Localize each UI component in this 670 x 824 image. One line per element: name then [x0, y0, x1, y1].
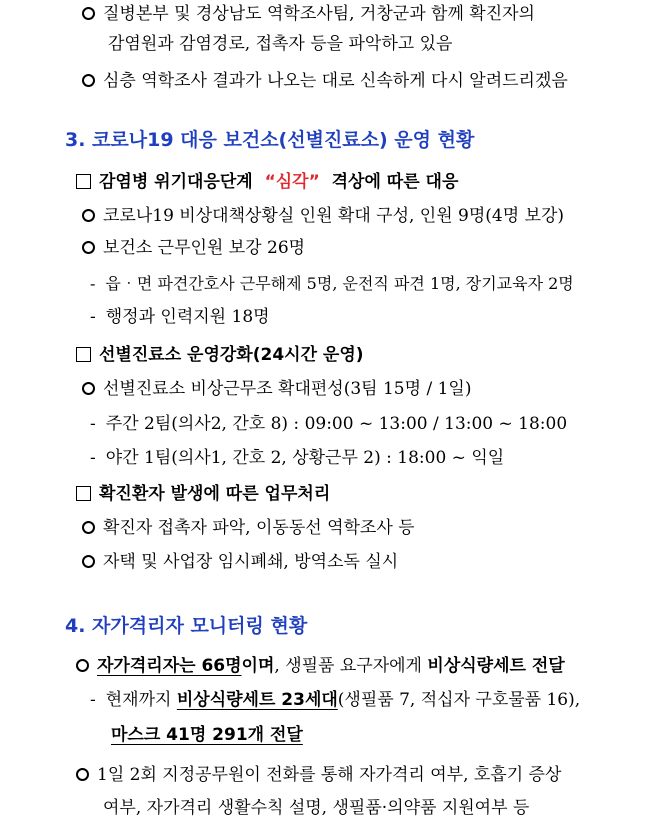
bullet-line: 심층 역학조사 결과가 나오는 대로 신속하게 다시 알려드리겠음	[82, 70, 568, 92]
circle-bullet-icon	[82, 209, 95, 222]
subheading-screening-clinic: 선별진료소 운영강화(24시간 운영)	[76, 344, 364, 366]
mask-distribution: 마스크 41명 291개 전달	[111, 725, 303, 745]
checkbox-icon	[76, 174, 91, 189]
bullet-line: 질병본부 및 경상남도 역학조사팀, 거창군과 함께 확진자의	[82, 3, 535, 25]
self-quarantine-count: 자가격리자는 66명	[97, 656, 242, 676]
bullet-line: 자택 및 사업장 임시폐쇄, 방역소독 실시	[82, 551, 398, 573]
bullet-line: 1일 2회 지정공무원이 전화를 통해 자가격리 여부, 호흡기 증상	[76, 764, 561, 786]
circle-bullet-icon	[82, 241, 95, 254]
crisis-level-label: “심각”	[264, 172, 320, 192]
subheading-confirmed-case: 확진환자 발생에 따른 업무처리	[76, 483, 330, 505]
checkbox-icon	[76, 347, 91, 362]
bullet-line: 보건소 근무인원 보강 26명	[82, 237, 305, 259]
dash-line: - 현재까지 비상식량세트 23세대(생필품 7, 적십자 구호물품 16),	[90, 690, 581, 710]
bullet-line: 확진자 접촉자 파악, 이동동선 역학조사 등	[82, 517, 415, 539]
dash-line: - 주간 2팀(의사2, 간호 8) : 09:00 ~ 13:00 / 13:00 ~ 18:00	[90, 414, 568, 434]
bullet-line: 자가격리자는 66명이며, 생필품 요구자에게 비상식량세트 전달	[76, 655, 565, 677]
bullet-continuation: 감염원과 감염경로, 접촉자 등을 파악하고 있음	[108, 34, 453, 54]
emergency-food-count: 비상식량세트 23세대	[176, 690, 338, 710]
section-heading-4: 4. 자가격리자 모니터링 현황	[65, 615, 308, 637]
circle-bullet-icon	[82, 555, 95, 568]
checkbox-icon	[76, 486, 91, 501]
dash-line: - 야간 1팀(의사1, 간호 2, 상황근무 2) : 18:00 ~ 익일	[90, 448, 505, 468]
subheading-crisis-response: 감염병 위기대응단계 “심각” 격상에 따른 대응	[76, 171, 458, 193]
dash-line: - 읍‧면 파견간호사 근무해제 5명, 운전직 파견 1명, 장기교육자 2명	[90, 274, 574, 293]
circle-bullet-icon	[82, 382, 95, 395]
dash-line: - 행정과 인력지원 18명	[90, 307, 270, 327]
section-heading-3: 3. 코로나19 대응 보건소(선별진료소) 운영 현황	[65, 129, 475, 151]
bullet-line: 선별진료소 비상근무조 확대편성(3팀 15명 / 1일)	[82, 378, 471, 400]
circle-bullet-icon	[82, 74, 95, 87]
bullet-line: 코로나19 비상대책상황실 인원 확대 구성, 인원 9명(4명 보강)	[82, 205, 564, 227]
bullet-continuation: 여부, 자가격리 생활수칙 설명, 생필품·의약품 지원여부 등	[103, 798, 530, 818]
circle-bullet-icon	[82, 521, 95, 534]
circle-bullet-icon	[82, 7, 95, 20]
circle-bullet-icon	[76, 768, 89, 781]
circle-bullet-icon	[76, 659, 89, 672]
